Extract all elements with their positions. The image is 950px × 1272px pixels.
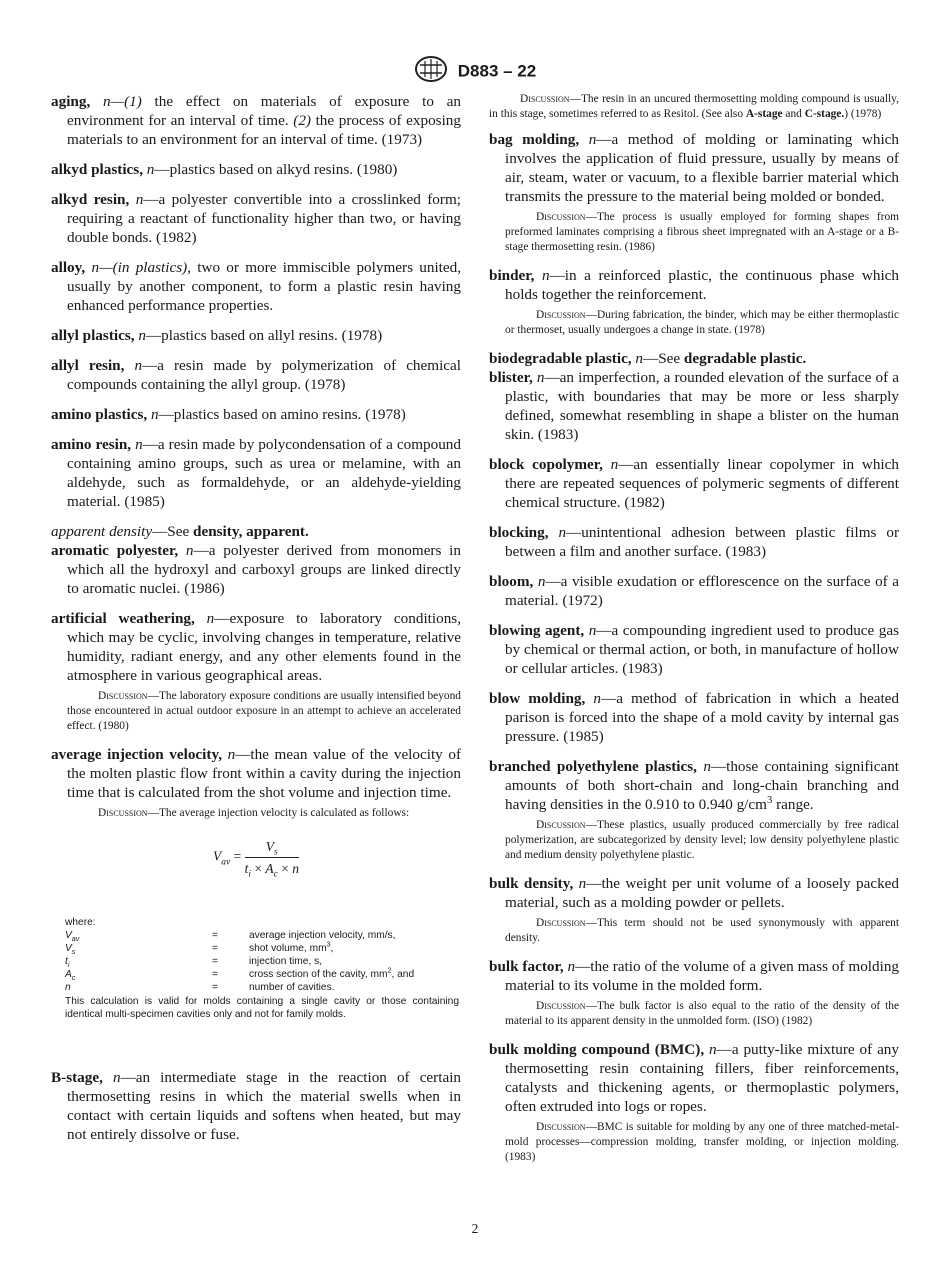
definition: —a putty-like mixture of any thermosetting resin containing fillers, fiber reinforcements, catalysts and thickening agents, or thermoplastic polymers, often extruded into logs or ropes. [505, 1041, 899, 1115]
term: allyl resin, [51, 357, 125, 374]
discussion-text: —The bulk factor is also equal to the ratio of the density of the material to its apparent density in the unmolded form. (ISO) (1982) [505, 1000, 899, 1027]
entry-bulk-density [489, 874, 899, 946]
term: blocking, [489, 524, 549, 541]
term: aging, [51, 93, 91, 110]
discussion-text: —These plastics, usually produced commercially by free radical polymerization, are subcategorized by density level; low density polyethylene plastic and medium density polyethylene plastic. [505, 819, 899, 861]
entry-bag-molding [489, 130, 899, 255]
definition: —unintentional adhesion between plastic films or between a film and another surface. (1983) [505, 524, 900, 560]
where-symbol: t [65, 956, 68, 967]
velocity-formula [51, 837, 461, 878]
term: bag molding, [489, 131, 580, 148]
discussion-label: Discussion [536, 1121, 586, 1133]
formula-lhs-sub: av [221, 857, 231, 868]
standard-designation: D883 – 22 [457, 61, 537, 81]
definition: —a resin made by polycondensation of a compound containing amino groups, such as urea or melamine, with an aldehyde, such as formaldehyde, or an aldehyde-yielding material. (1985) [67, 436, 461, 510]
formula-where-block [65, 916, 459, 1021]
superscript: 3 [766, 794, 773, 806]
definition: —the ratio of the volume of a given mass of molding material to its volume in the molded form. [505, 958, 900, 994]
part-of-speech: n [703, 758, 711, 775]
numerator-sub: s [274, 847, 278, 858]
where-row [65, 981, 414, 994]
definition: —plastics based on amino resins. (1978) [158, 406, 406, 423]
entry-binder [489, 266, 899, 338]
formula-equals: = [230, 848, 245, 864]
den-a: A [265, 861, 274, 876]
part-of-speech: n [709, 1041, 717, 1058]
definition: —an intermediate stage in the reaction of certain thermosetting resins in which the material swells when in contact with certain liquids and softens when heated, but may not entirely dissolve or fuse. [67, 1069, 462, 1143]
part-of-speech: n [588, 622, 597, 639]
term: blow molding, [489, 690, 586, 707]
spacer [51, 1021, 461, 1068]
where-desc [249, 981, 414, 994]
discussion-note [505, 210, 899, 255]
definition: —exposure to laboratory conditions, which may be cyclic, involving changes in temperature, relative humidity, radiant energy, and any other elements found in the atmosphere in various geographical areas. [67, 610, 462, 684]
term: alloy, [51, 259, 86, 276]
term: aromatic polyester, [51, 542, 179, 559]
entry-amino-resin [51, 435, 461, 511]
definition: —the mean value of the velocity of the molten plastic flow front within a cavity during the injection time that is calculated from the shot volume and injection time. [67, 746, 462, 801]
part-of-speech: n [135, 436, 143, 453]
discussion-label: Discussion [520, 93, 570, 105]
entry-blister [489, 368, 899, 444]
term: block copolymer, [489, 456, 603, 473]
part-of-speech: n [151, 406, 159, 423]
where-equals: = [212, 956, 218, 967]
den-n: n [292, 861, 299, 876]
discussion-note [67, 806, 461, 821]
discussion-note [67, 689, 461, 734]
discussion-label: Discussion [536, 917, 586, 929]
den-a-sub: c [273, 869, 278, 880]
cross-reference: C-stage. [804, 108, 845, 120]
term: blowing agent, [489, 622, 585, 639]
where-symbol: V [65, 943, 72, 954]
left-column [51, 92, 461, 1155]
definition: , two or more immiscible polymers united, usually by another component, to form a plastic resin having enhanced performance properties. [67, 259, 462, 314]
term: branched polyethylene plastics, [489, 758, 697, 775]
definition: —an imperfection, a rounded elevation of the surface of a plastic, with boundaries that may be more or less sharply defined, somewhat resembling in shape a blister on the human skin. (1983) [505, 369, 900, 443]
entry-bulk-molding-compound [489, 1040, 899, 1165]
part-of-speech: n [536, 369, 545, 386]
entry-bulk-factor [489, 957, 899, 1029]
where-equals: = [212, 930, 218, 941]
formula-fraction [245, 837, 299, 878]
discussion-text: —The laboratory exposure conditions are usually intensified beyond those encountered in actual outdoor exposure in an attempt to achieve an accelerated effect. (1980) [67, 690, 461, 732]
where-label: where: [65, 917, 96, 928]
where-equals: = [212, 943, 218, 954]
numerator-symbol: V [265, 839, 275, 854]
entry-amino-plastics [51, 405, 461, 424]
part-of-speech: n [635, 350, 643, 367]
discussion-note [505, 1120, 899, 1165]
discussion-label: Discussion [98, 690, 148, 702]
entry-alkyd-plastics [51, 160, 461, 179]
where-desc-text: shot volume, mm [249, 943, 327, 954]
part-of-speech: n [227, 746, 236, 763]
page-number: 2 [471, 1221, 479, 1236]
formula-denominator [245, 858, 299, 878]
entry-average-injection-velocity [51, 745, 461, 821]
entry-bloom [489, 572, 899, 610]
discussion-label: Discussion [536, 1000, 586, 1012]
cross-reference: A-stage [745, 108, 783, 120]
entry-blowing-agent [489, 621, 899, 678]
part-of-speech: n [593, 690, 602, 707]
where-sup: 3 [326, 940, 331, 949]
discussion-note [505, 818, 899, 863]
where-desc [249, 968, 414, 981]
definition: —plastics based on alkyd resins. (1980) [154, 161, 398, 178]
formula-numerator [245, 837, 299, 858]
where-row [65, 955, 414, 968]
term: apparent density [51, 523, 153, 540]
entry-alloy [51, 258, 461, 315]
part-of-speech: n [558, 524, 567, 541]
term: bulk molding compound (BMC), [489, 1041, 705, 1058]
discussion-text: —This term should not be used synonymously with apparent density. [505, 917, 899, 944]
entry-branched-polyethylene [489, 757, 899, 863]
where-equals: = [212, 982, 218, 993]
definition: —a compounding ingredient used to produce gas by chemical or thermal action, or both, in manufacture of hollow or cellular articles. (1983) [505, 622, 900, 677]
part-of-speech: n [206, 610, 215, 627]
den-t: t [244, 861, 249, 876]
formula-lhs: V [213, 848, 222, 864]
where-symbol: n [65, 982, 71, 993]
discussion-text: —The resin in an uncured thermosetting molding compound is usually, in this stage, sometimes referred to as Resitol. (See also [489, 93, 899, 120]
discussion-label: Discussion [536, 309, 586, 321]
where-symbol: A [65, 969, 72, 980]
part-of-speech: n [542, 267, 550, 284]
entry-biodegradable-plastic [489, 349, 899, 368]
den-times: × [250, 861, 266, 876]
discussion-text: and [782, 108, 805, 120]
where-tail: , [330, 943, 334, 954]
part-of-speech: n [112, 1069, 121, 1086]
where-desc-text: average injection velocity, mm/s, [249, 930, 396, 941]
astm-logo-icon [414, 55, 448, 88]
term: amino plastics, [51, 406, 148, 423]
where-desc-text: cross section of the cavity, mm [249, 969, 388, 980]
definition: —a polyester derived from monomers in which all the hydroxyl and carboxyl groups are linked directly to aromatic nuclei. (1986) [67, 542, 461, 597]
term: bulk factor, [489, 958, 564, 975]
definition: —an essentially linear copolymer in which there are repeated sequences of polymeric segments of different chemical structure. (1982) [505, 456, 899, 511]
den-t-sub: i [248, 869, 251, 880]
entry-apparent-density [51, 522, 461, 541]
discussion-note [505, 308, 899, 338]
where-desc-text: injection time, s, [249, 956, 323, 967]
definition: —a method of fabrication in which a heated parison is forced into the shape of a mold cavity by internal gas pressure. (1985) [505, 690, 899, 745]
term: amino resin, [51, 436, 132, 453]
cross-reference: degradable plastic. [683, 350, 807, 367]
part-of-speech: n [578, 875, 587, 892]
term: artificial weathering, [51, 610, 195, 627]
entry-block-copolymer [489, 455, 899, 512]
entry-artificial-weathering [51, 609, 461, 734]
entry-blocking [489, 523, 899, 561]
definition: —plastics based on allyl resins. (1978) [145, 327, 383, 344]
part-of-speech: n [588, 131, 597, 148]
where-row [65, 929, 414, 942]
definition: —those containing significant amounts of both short-chain and long-chain branching and having densities in the 0.910 to 0.940 g/cm [505, 758, 900, 813]
term: bulk density, [489, 875, 574, 892]
where-table [65, 929, 414, 994]
part-of-speech: n [134, 357, 143, 374]
where-sub: c [71, 974, 76, 983]
discussion-label: Discussion [536, 211, 586, 223]
see-label: —See [643, 350, 684, 367]
where-desc [249, 942, 414, 955]
discussion-label: Discussion [536, 819, 586, 831]
term: bloom, [489, 573, 534, 590]
definition: —a visible exudation or efflorescence on the surface of a material. (1972) [505, 573, 900, 609]
entry-aromatic-polyester [51, 541, 461, 598]
entry-b-stage [51, 1068, 461, 1144]
where-validity-note: This calculation is valid for molds containing a single cavity or those containing identical multi-specimen cavities only and not for family molds. [65, 996, 459, 1020]
where-sup: 2 [387, 966, 392, 975]
where-tail: , and [391, 969, 415, 980]
part-of-speech: n [146, 161, 155, 178]
definition: the effect on materials of exposure to an environment for an interval of time. [67, 93, 462, 129]
part-of-speech: n [537, 573, 546, 590]
where-sub: i [67, 961, 70, 970]
discussion-text: —BMC is suitable for molding by any one of three matched-metal-mold processes—compression molding, transfer molding, or injection molding. (1983) [505, 1121, 899, 1163]
entry-blow-molding [489, 689, 899, 746]
term: allyl plastics, [51, 327, 135, 344]
where-row [65, 968, 414, 981]
part-of-speech: n [567, 958, 576, 975]
cross-reference: density, apparent. [193, 523, 309, 540]
discussion-label: Discussion [98, 807, 148, 819]
definition: —a resin made by polymerization of chemical compounds containing the allyl group. (1978) [67, 357, 461, 393]
see-label: —See [152, 523, 194, 540]
part-of-speech: n [138, 327, 146, 344]
discussion-text: —The process is usually employed for forming shapes from preformed laminates comprising a fibrous sheet impregnated with an A-stage or a B-stage thermosetting resin. (1986) [505, 211, 899, 253]
term: average injection velocity, [51, 746, 223, 763]
where-desc [249, 929, 414, 942]
discussion-note [505, 916, 899, 946]
discussion-note [505, 999, 899, 1029]
definition: —a polyester convertible into a crosslinked form; requiring a reactant of functionality higher than two, or having double bonds. (1982) [67, 191, 461, 246]
where-sub: s [71, 948, 76, 957]
definition-tail: range. [772, 796, 814, 813]
entry-allyl-resin [51, 356, 461, 394]
part-of-speech: n [135, 191, 144, 208]
entry-alkyd-resin [51, 190, 461, 247]
where-symbol: V [65, 930, 72, 941]
definition: —in a reinforced plastic, the continuous phase which holds together the reinforcement. [505, 267, 900, 303]
right-column [489, 92, 899, 1176]
term: binder, [489, 267, 535, 284]
part-of-speech: n [610, 456, 619, 473]
where-row [65, 942, 414, 955]
part-of-speech: n [185, 542, 194, 559]
discussion-text: —During fabrication, the binder, which may be either thermoplastic or thermoset, usually undergoes a change in state. (1978) [505, 309, 899, 336]
entry-allyl-plastics [51, 326, 461, 345]
where-desc-text: number of cavities. [249, 982, 335, 993]
definition: —a method of molding or laminating which involves the application of fluid pressure, usually by means of air, steam, water or vacuum, to a flexible barrier material which transmits the pressure to the material being molded or bonded. [505, 131, 900, 205]
part-of-speech: n—(1) [103, 93, 142, 110]
den-times-2: × [277, 861, 293, 876]
term: B-stage, [51, 1069, 103, 1086]
discussion-text: —The average injection velocity is calculated as follows: [147, 807, 410, 819]
term: alkyd plastics, [51, 161, 143, 178]
entry-aging [51, 92, 461, 149]
definition: the process of exposing materials to an environment for an interval of time. (1973) [67, 112, 461, 148]
term: blister, [489, 369, 533, 386]
term: alkyd resin, [51, 191, 130, 208]
discussion-text: ) (1978) [844, 108, 882, 120]
sense-number: (2) [293, 112, 311, 129]
where-equals: = [212, 969, 218, 980]
definition: —the weight per unit volume of a loosely packed material, such as a molding powder or pellets. [505, 875, 900, 911]
b-stage-discussion-note [489, 92, 899, 122]
part-of-speech: n—(in plastics) [91, 259, 188, 276]
page-header [0, 55, 950, 88]
where-sub: av [71, 935, 80, 944]
term: biodegradable plastic, [489, 350, 632, 367]
